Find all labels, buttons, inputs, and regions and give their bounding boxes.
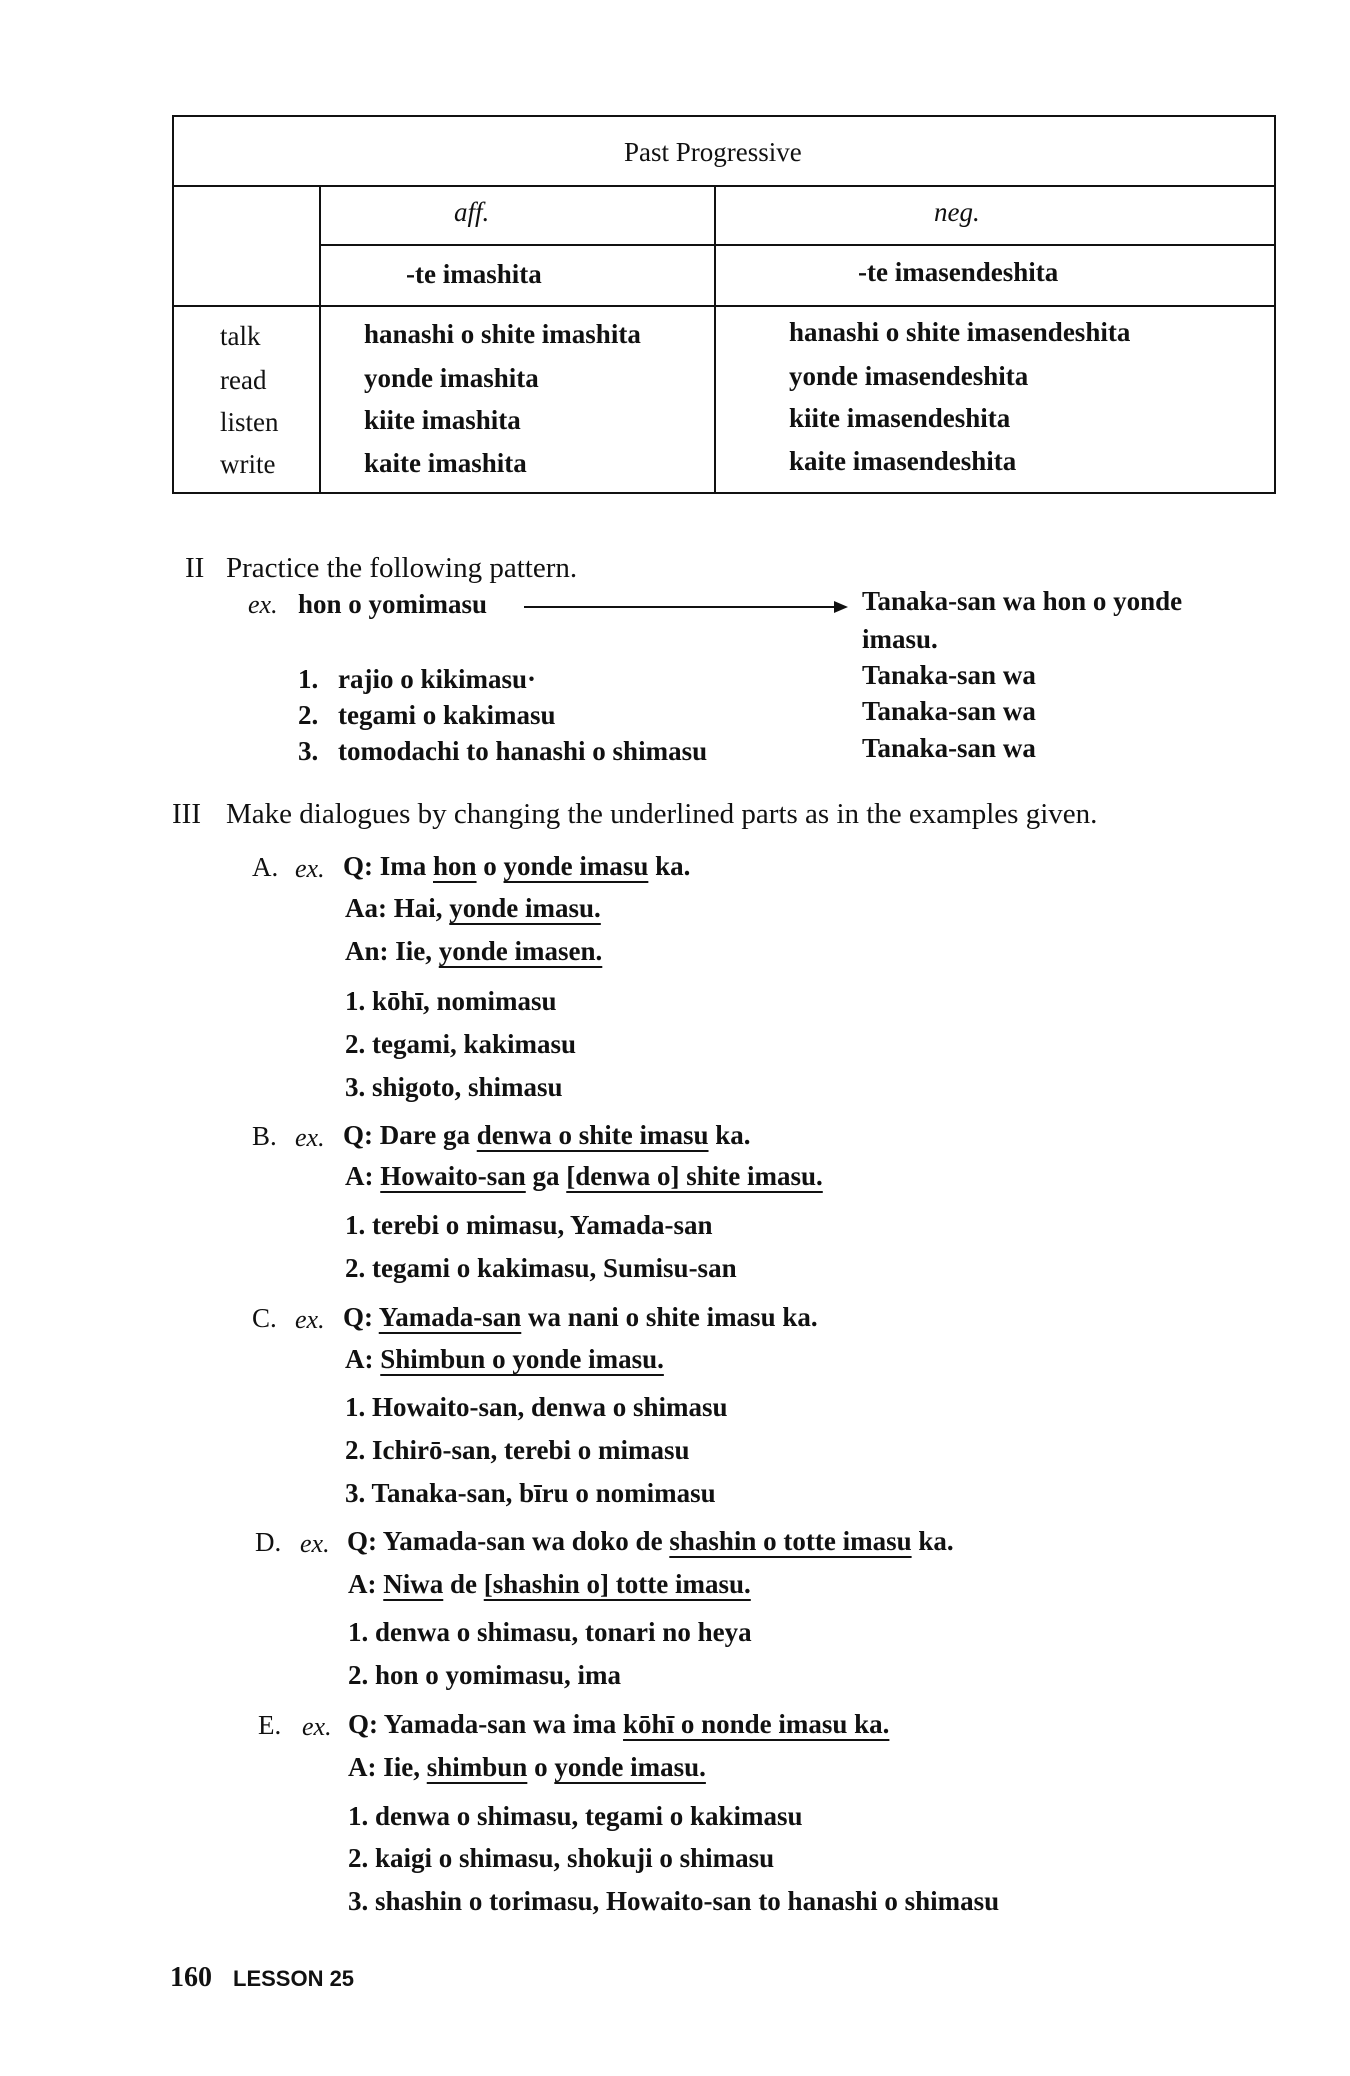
table-divider [714, 185, 716, 492]
neg-cell: kiite imasendeshita [789, 403, 1011, 433]
arrow-line [524, 606, 836, 608]
dialogue-question: Q: Yamada-san wa doko de shashin o totte imasu ka. [347, 1526, 954, 1556]
neg-cell: kaite imasendeshita [789, 446, 1017, 476]
table-title: Past Progressive [624, 137, 802, 167]
ex-label: ex. [302, 1712, 332, 1741]
ex-left: hon o yomimasu [298, 589, 488, 619]
list-item: 1. Howaito-san, denwa o shimasu [345, 1392, 728, 1422]
dialogue-answer: Aa: Hai, yonde imasu. [345, 893, 601, 923]
item-number: 1. [298, 664, 319, 694]
item-right: Tanaka-san wa [862, 696, 1036, 726]
exercise-letter: D. [255, 1527, 282, 1557]
dialogue-question: Q: Yamada-san wa ima kōhī o nonde imasu ka. [348, 1709, 890, 1739]
ex-label: ex. [295, 1123, 325, 1152]
item-right: Tanaka-san wa [862, 660, 1036, 690]
lesson-label: LESSON 25 [233, 1966, 355, 1991]
exercise-letter: B. [252, 1121, 277, 1151]
list-item: 1. denwa o shimasu, tegami o kakimasu [348, 1801, 803, 1831]
item-right: Tanaka-san wa [862, 733, 1036, 763]
table-divider [319, 185, 321, 492]
ex-right-cont: imasu. [862, 624, 938, 654]
verb-label: write [220, 449, 276, 479]
item-number: 3. [298, 736, 319, 766]
table-divider [174, 305, 1274, 307]
ex-right: Tanaka-san wa hon o yonde [862, 586, 1183, 616]
item-left: tegami o kakimasu [338, 700, 556, 730]
item-number: 2. [298, 700, 319, 730]
section-iii-numeral: III [172, 798, 201, 830]
dialogue-question: Q: Yamada-san wa nani o shite imasu ka. [343, 1302, 818, 1332]
list-item: 1. denwa o shimasu, tonari no heya [348, 1617, 752, 1647]
dialogue-question: Q: Ima hon o yonde imasu ka. [343, 851, 691, 881]
section-ii-numeral: II [185, 552, 205, 584]
neg-cell: hanashi o shite imasendeshita [789, 317, 1131, 347]
list-item: 2. Ichirō-san, terebi o mimasu [345, 1435, 690, 1465]
section-ii-title: Practice the following pattern. [226, 552, 578, 584]
list-item: 3. shigoto, shimasu [345, 1072, 563, 1102]
list-item: 1. terebi o mimasu, Yamada-san [345, 1210, 713, 1240]
dialogue-answer: A: Iie, shimbun o yonde imasu. [348, 1752, 706, 1782]
table-divider [319, 244, 1274, 246]
aff-label: aff. [454, 197, 490, 227]
aff-cell: hanashi o shite imashita [364, 319, 641, 349]
aff-cell: yonde imashita [364, 363, 539, 393]
arrow-icon [834, 601, 848, 613]
ex-label: ex. [295, 1305, 325, 1334]
section-iii-title: Make dialogues by changing the underlined parts as in the examples given. [226, 798, 1098, 830]
neg-cell: yonde imasendeshita [789, 361, 1029, 391]
verb-label: listen [220, 407, 279, 437]
dialogue-question: Q: Dare ga denwa o shite imasu ka. [343, 1120, 751, 1150]
ex-label: ex. [295, 854, 325, 883]
neg-form: -te imasendeshita [858, 257, 1059, 287]
list-item: 1. kōhī, nomimasu [345, 986, 557, 1016]
item-left: tomodachi to hanashi o shimasu [338, 736, 708, 766]
neg-label: neg. [934, 197, 980, 227]
aff-cell: kiite imashita [364, 405, 521, 435]
verb-label: read [220, 365, 267, 395]
exercise-letter: C. [252, 1303, 277, 1333]
dialogue-answer: An: Iie, yonde imasen. [345, 936, 603, 966]
ex-label: ex. [300, 1529, 330, 1558]
item-left: rajio o kikimasu· [338, 664, 537, 694]
list-item: 3. Tanaka-san, bīru o nomimasu [345, 1478, 716, 1508]
list-item: 3. shashin o torimasu, Howaito-san to hanashi o shimasu [348, 1886, 1000, 1916]
aff-form: -te imashita [406, 259, 542, 289]
dialogue-answer: A: Niwa de [shashin o] totte imasu. [348, 1569, 751, 1599]
verb-label: talk [220, 321, 261, 351]
list-item: 2. tegami, kakimasu [345, 1029, 577, 1059]
table-divider [174, 185, 1274, 187]
dialogue-answer: A: Shimbun o yonde imasu. [345, 1344, 664, 1374]
exercise-letter: A. [252, 852, 279, 882]
list-item: 2. hon o yomimasu, ima [348, 1660, 622, 1690]
exercise-letter: E. [258, 1710, 282, 1740]
page-number: 160 [170, 1962, 212, 1993]
dialogue-answer: A: Howaito-san ga [denwa o] shite imasu. [345, 1161, 823, 1191]
list-item: 2. tegami o kakimasu, Sumisu-san [345, 1253, 737, 1283]
aff-cell: kaite imashita [364, 448, 527, 478]
list-item: 2. kaigi o shimasu, shokuji o shimasu [348, 1843, 775, 1873]
conjugation-table [172, 115, 1276, 494]
ex-label: ex. [248, 590, 278, 619]
